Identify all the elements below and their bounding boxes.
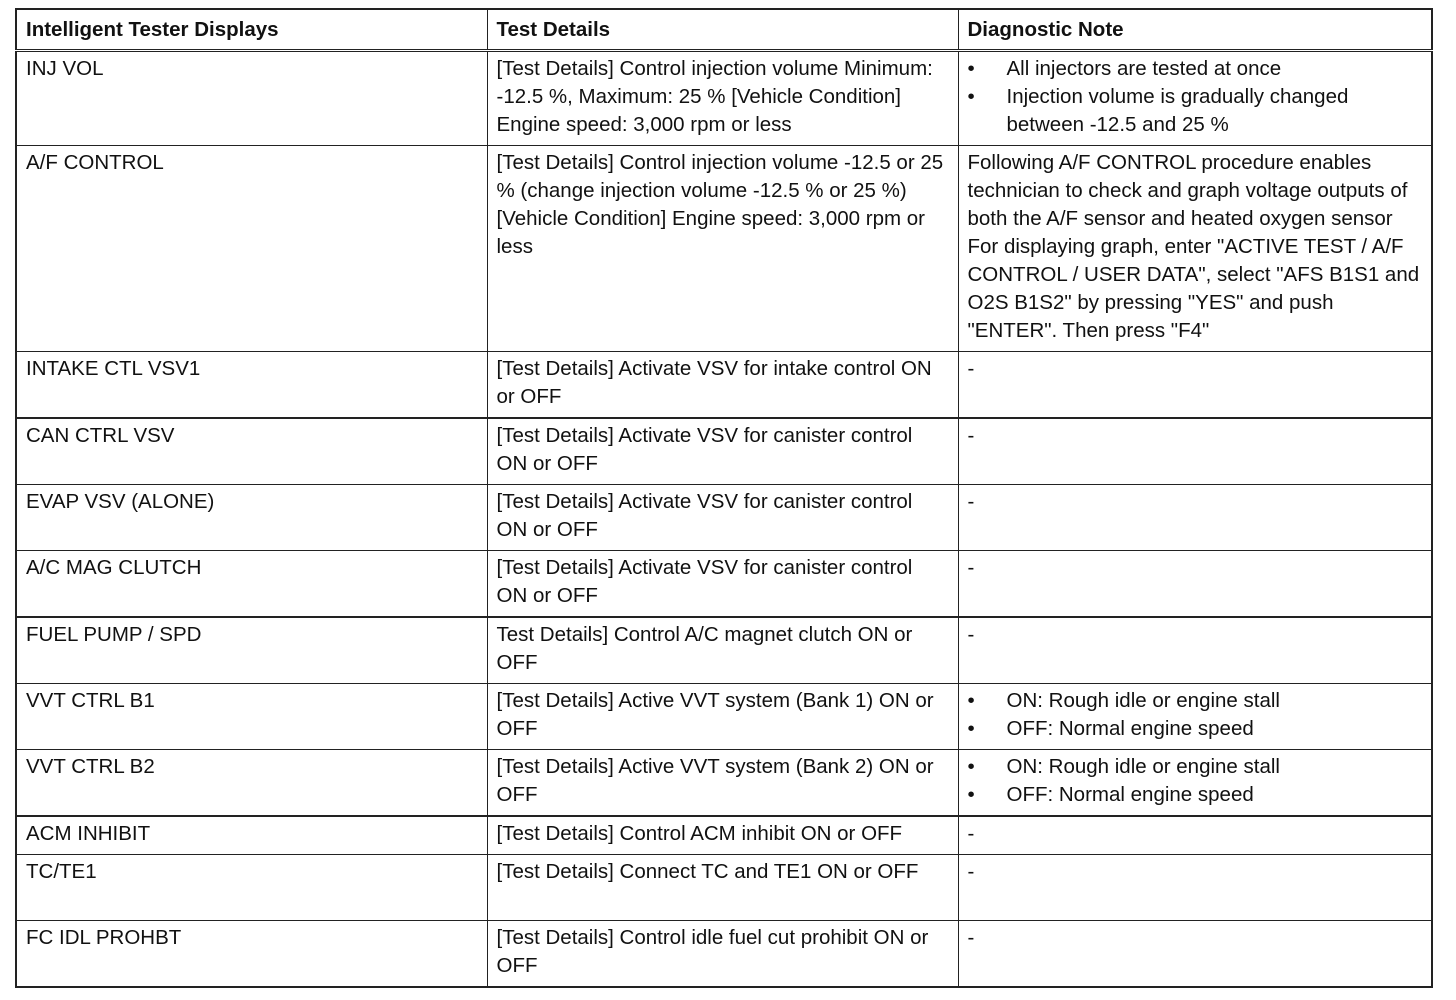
tester-display-cell: A/F CONTROL [16,146,487,352]
diagnostic-note-cell: - [958,352,1432,419]
diagnostic-note-cell: - [958,551,1432,618]
test-details-cell: [Test Details] Control injection volume -12.5 or 25 % (change injection volume -12.5 % or 25 %) [Vehicle Condition] Engine speed: 3,000 rpm or less [487,146,958,352]
tester-display-cell: ACM INHIBIT [16,816,487,855]
table-row [16,816,1432,855]
table-row [16,418,1432,485]
tester-display-cell: EVAP VSV (ALONE) [16,485,487,551]
bullet-icon: • [967,717,975,740]
test-details-cell: [Test Details] Activate VSV for intake control ON or OFF [487,352,958,419]
note-bullet-list [968,753,1423,809]
diagnostic-note-cell: - [958,418,1432,485]
note-bullet-item: • OFF: Normal engine speed [968,781,1423,809]
header-tester-displays: Intelligent Tester Displays [16,9,487,51]
table-row [16,51,1432,146]
table-header-row [16,9,1432,51]
tester-display-cell: CAN CTRL VSV [16,418,487,485]
tester-display-cell: VVT CTRL B1 [16,684,487,750]
test-details-cell: [Test Details] Activate VSV for canister control ON or OFF [487,551,958,618]
table-row [16,750,1432,817]
test-details-cell: [Test Details] Active VVT system (Bank 2) ON or OFF [487,750,958,817]
bullet-icon: • [967,57,975,80]
diagnostic-note-cell: - [958,617,1432,684]
test-details-cell: [Test Details] Control idle fuel cut prohibit ON or OFF [487,921,958,988]
note-bullet-list [968,687,1423,743]
test-details-cell: [Test Details] Control injection volume Minimum: -12.5 %, Maximum: 25 % [Vehicle Condition] Engine speed: 3,000 rpm or less [487,51,958,146]
note-bullet-item: • ON: Rough idle or engine stall [968,753,1423,781]
diagnostic-note-cell: - [958,816,1432,855]
test-details-cell: [Test Details] Activate VSV for canister control ON or OFF [487,418,958,485]
diagnostic-note-cell: - [958,485,1432,551]
table-row [16,485,1432,551]
table-row [16,146,1432,352]
test-details-cell: [Test Details] Connect TC and TE1 ON or OFF [487,855,958,921]
table-row [16,617,1432,684]
note-bullet-list [968,55,1423,139]
tester-display-cell: INJ VOL [16,51,487,146]
table-row [16,684,1432,750]
active-test-table [15,8,1433,988]
diagnostic-note-cell: - [958,855,1432,921]
tester-display-cell: VVT CTRL B2 [16,750,487,817]
note-bullet-item: • ON: Rough idle or engine stall [968,687,1423,715]
tester-display-cell: FUEL PUMP / SPD [16,617,487,684]
bullet-icon: • [967,85,975,108]
note-bullet-item: • Injection volume is gradually changed between -12.5 and 25 % [967,85,1349,136]
test-details-cell: Test Details] Control A/C magnet clutch ON or OFF [487,617,958,684]
test-details-cell: [Test Details] Control ACM inhibit ON or OFF [487,816,958,855]
diagnostic-note-cell: - [958,921,1432,988]
test-details-cell: [Test Details] Active VVT system (Bank 1) ON or OFF [487,684,958,750]
test-details-cell: [Test Details] Activate VSV for canister control ON or OFF [487,485,958,551]
diagnostic-note-cell [958,684,1432,750]
diagnostic-note-cell: Following A/F CONTROL procedure enables technician to check and graph voltage outputs of both the A/F sensor and heated oxygen sensor For displaying graph, enter "ACTIVE TEST / A/F CONTROL / USER DATA", select "AFS B1S1 and O2S B1S2" by pressing "YES" and push "ENTER". Then press "F4" [958,146,1432,352]
diagnostic-note-cell [958,51,1432,146]
tester-display-cell: A/C MAG CLUTCH [16,551,487,618]
table-row [16,551,1432,618]
tester-display-cell: INTAKE CTL VSV1 [16,352,487,419]
table-row [16,921,1432,988]
bullet-icon: • [967,689,975,712]
tester-display-cell: FC IDL PROHBT [16,921,487,988]
bullet-icon: • [967,755,975,778]
table-row [16,352,1432,419]
bullet-icon: • [967,783,975,806]
note-bullet-item: • All injectors are tested at once [968,55,1423,83]
tester-display-cell: TC/TE1 [16,855,487,921]
diagnostic-note-cell [958,750,1432,817]
note-bullet-item: • OFF: Normal engine speed [968,715,1423,743]
table-row [16,855,1432,921]
header-diagnostic-note: Diagnostic Note [958,9,1432,51]
header-test-details: Test Details [487,9,958,51]
